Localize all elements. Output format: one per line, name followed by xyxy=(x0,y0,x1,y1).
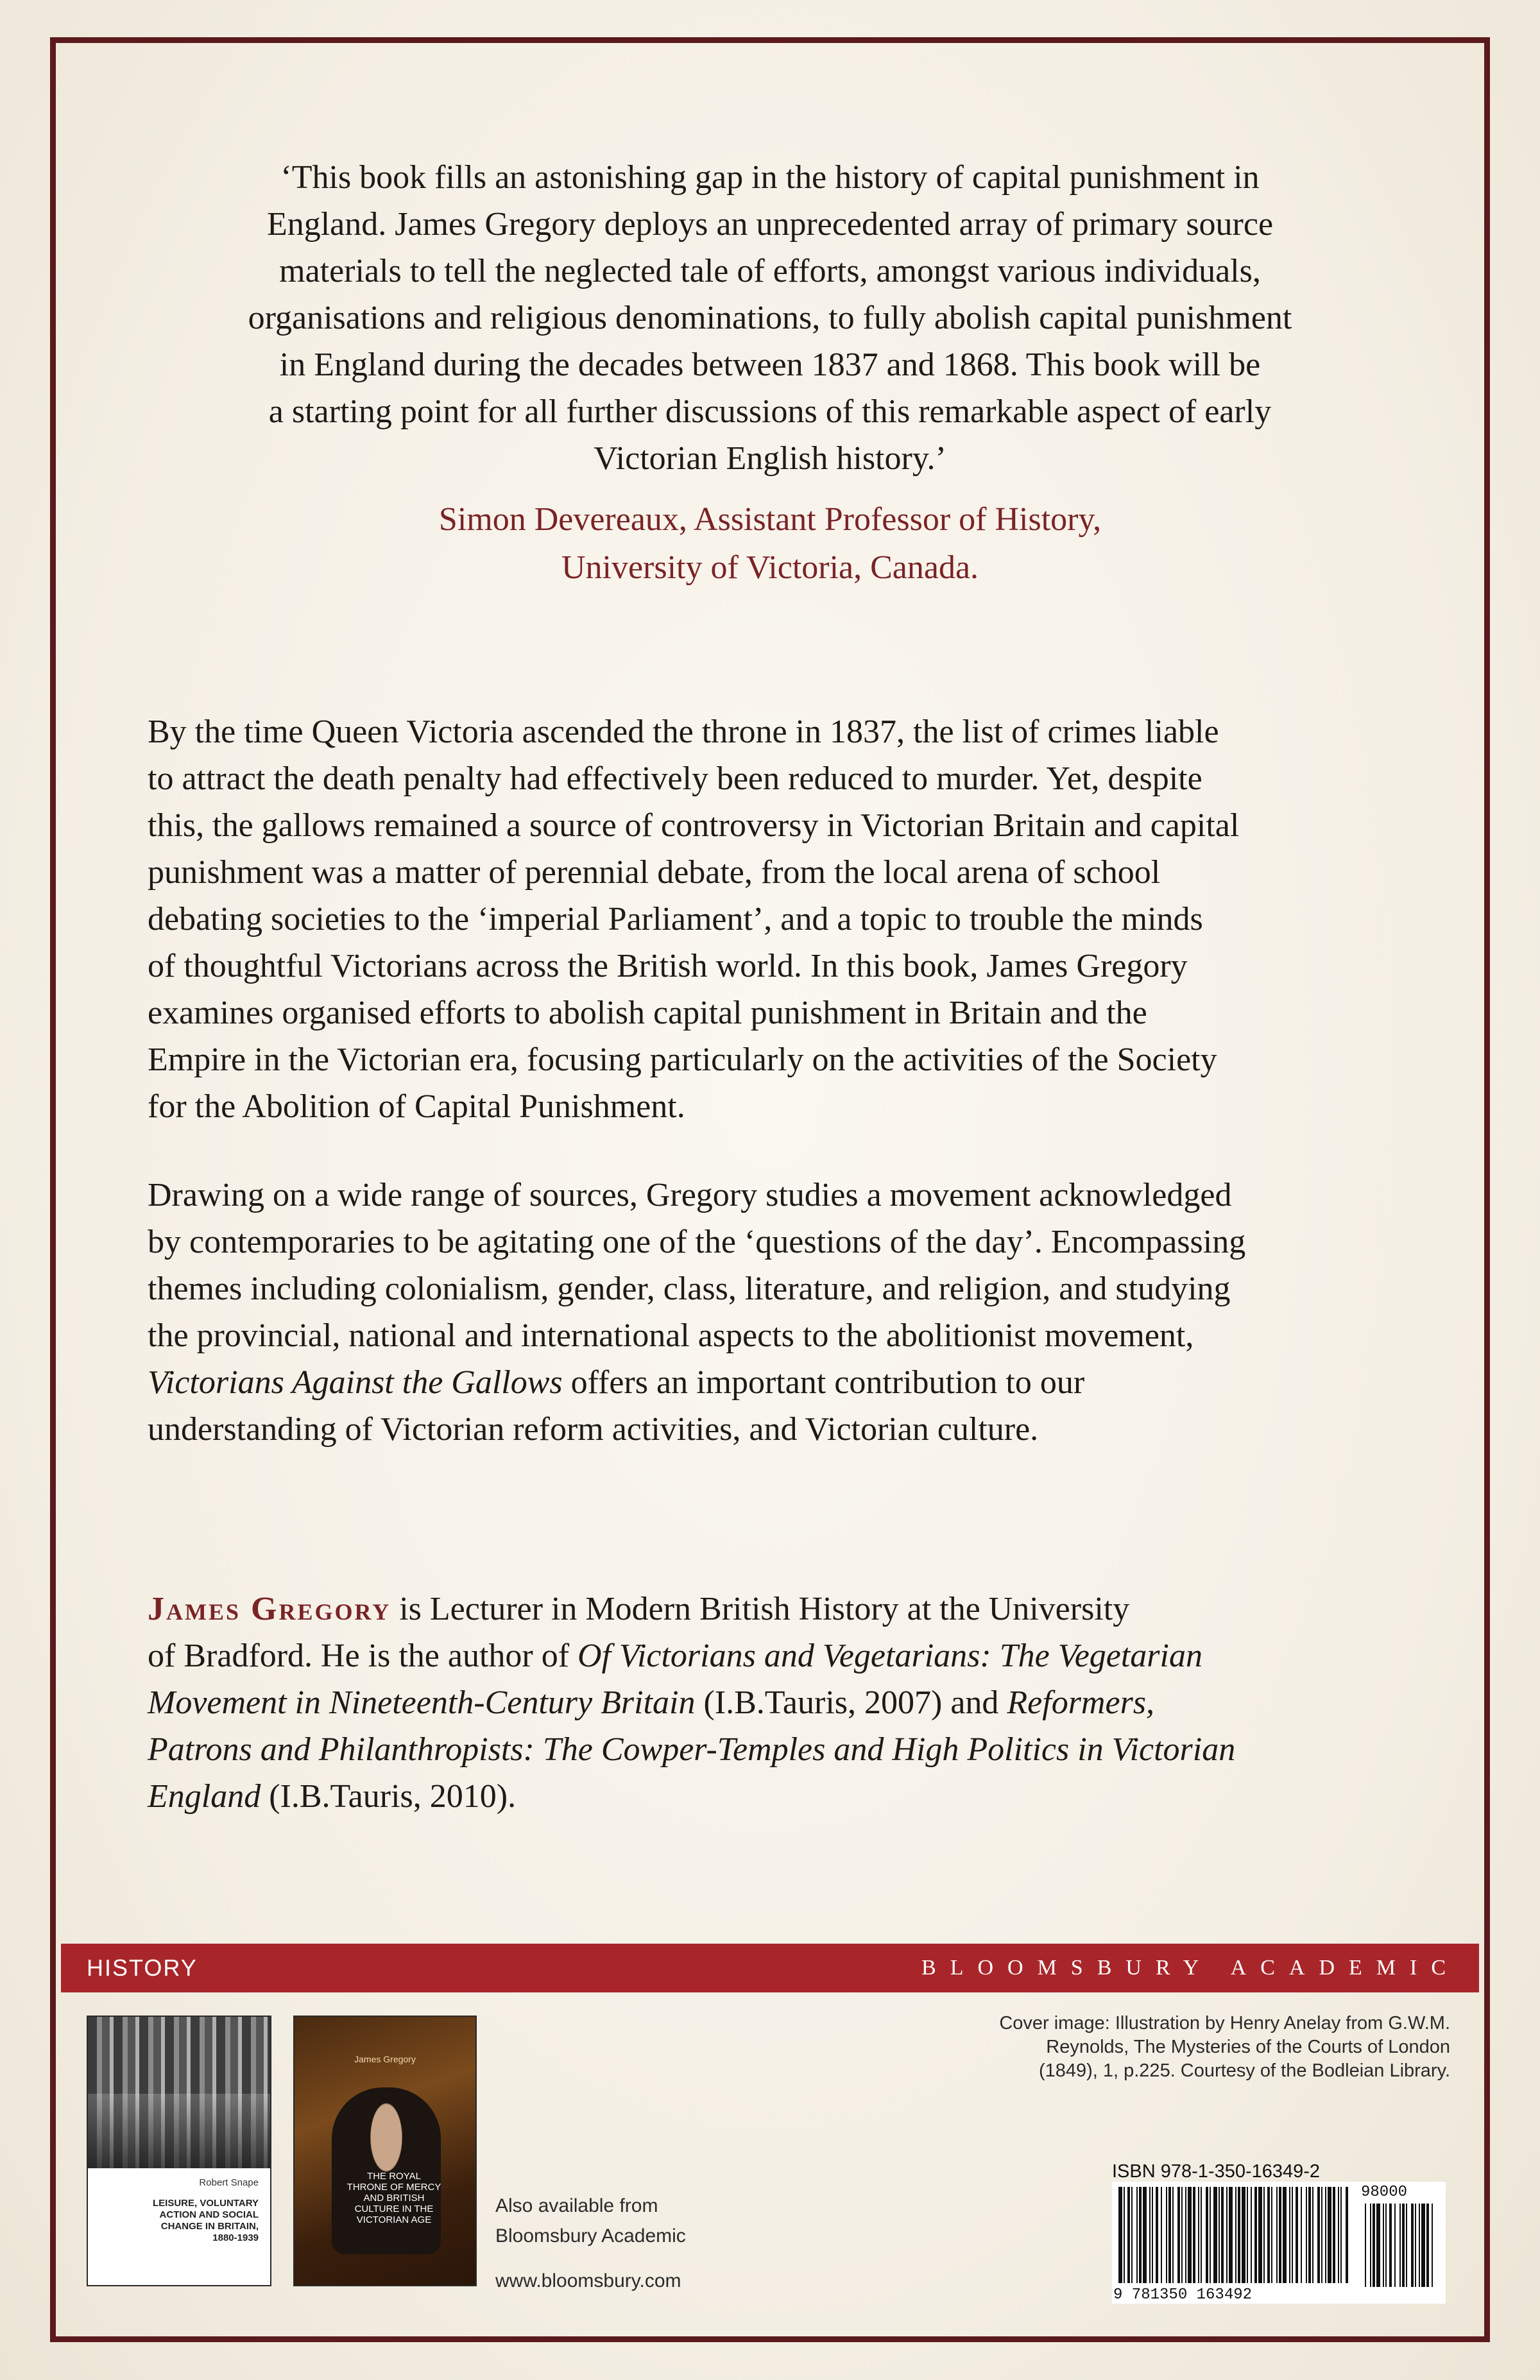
text-line: Reynolds, The Mysteries of the Courts of London xyxy=(1046,2037,1450,2057)
barcode-addon-bar xyxy=(1419,2204,1420,2287)
barcode-addon-bar xyxy=(1394,2204,1396,2287)
also-available-text xyxy=(495,2191,686,2251)
barcode-bar xyxy=(1242,2187,1245,2283)
barcode-bar xyxy=(1177,2187,1180,2283)
barcode-graphic xyxy=(1112,2182,1446,2304)
cover-photo xyxy=(88,2017,270,2168)
barcode-addon-digits: 98000 xyxy=(1361,2184,1408,2201)
barcode-bar xyxy=(1213,2187,1217,2283)
barcode-addon-bar xyxy=(1402,2204,1405,2287)
attribution-line: University of Victoria, Canada. xyxy=(561,549,979,586)
text-line: this, the gallows remained a source of controversy in Victorian Britain and capital xyxy=(148,807,1240,844)
barcode-bar xyxy=(1312,2187,1313,2283)
text-span: is Lecturer in Modern British History at the University xyxy=(391,1591,1130,1627)
barcode-bar xyxy=(1338,2187,1339,2283)
book-title-italic: Movement in Nineteenth-Century Britain xyxy=(148,1684,696,1721)
barcode-addon-bar xyxy=(1376,2204,1380,2287)
barcode-bar xyxy=(1210,2187,1211,2283)
barcode-bar xyxy=(1168,2187,1171,2283)
related-book-cover-2[interactable] xyxy=(293,2016,477,2286)
text-line: of thoughtful Victorians across the British world. In this book, James Gregory xyxy=(148,948,1188,984)
quote-line: Victorian English history.’ xyxy=(594,440,946,477)
text-line xyxy=(148,1773,1399,1820)
text-line xyxy=(148,1632,1399,1679)
book-title-italic: Reformers, xyxy=(1007,1684,1155,1721)
barcode-bar xyxy=(1283,2187,1287,2283)
book-title-italic: England xyxy=(148,1778,261,1815)
publisher-logo-text: BLOOMSBURY ACADEMIC xyxy=(921,1956,1460,1980)
barcode-bar xyxy=(1263,2187,1265,2283)
barcode-bar xyxy=(1206,2187,1208,2283)
related-book-title: LEISURE, VOLUNTARY ACTION AND SOCIAL CHANGE IN BRITAIN, 1880-1939 xyxy=(152,2198,259,2243)
barcode-addon-bar xyxy=(1383,2204,1384,2287)
author-name: James Gregory xyxy=(148,1591,391,1627)
barcode-bar xyxy=(1292,2187,1293,2283)
barcode-bar xyxy=(1276,2187,1278,2283)
text-line: By the time Queen Victoria ascended the throne in 1837, the list of crimes liable xyxy=(148,714,1219,750)
barcode-addon-bar xyxy=(1406,2204,1407,2287)
book-title-italic: Victorians Against the Gallows xyxy=(148,1364,563,1401)
category-label: HISTORY xyxy=(87,1955,198,1981)
barcode-bar xyxy=(1317,2187,1320,2283)
related-book-author: Robert Snape xyxy=(199,2177,259,2188)
attribution-line: Simon Devereaux, Assistant Professor of History, xyxy=(438,501,1102,538)
book-title-italic: Patrons and Philanthropists: The Cowper-Temples and High Politics in Victorian xyxy=(148,1731,1236,1768)
isbn-label: ISBN 978-1-350-16349-2 xyxy=(1112,2161,1321,2182)
quote-line: materials to tell the neglected tale of efforts, amongst various individuals, xyxy=(279,253,1261,289)
barcode-addon-bar xyxy=(1426,2204,1429,2287)
text-line xyxy=(148,1679,1399,1726)
related-book-cover-1[interactable] xyxy=(87,2016,271,2286)
barcode-addon-bar xyxy=(1421,2204,1425,2287)
barcode-bar xyxy=(1247,2187,1248,2283)
quote-line: in England during the decades between 1837 and 1868. This book will be xyxy=(279,347,1261,383)
barcode-bar xyxy=(1271,2187,1272,2283)
barcode-bar xyxy=(1296,2187,1298,2283)
barcode-bar xyxy=(1251,2187,1252,2283)
barcode-bar xyxy=(1127,2187,1130,2283)
barcode-bar xyxy=(1219,2187,1220,2283)
text-line: Also available from xyxy=(495,2195,658,2216)
text-line: (1849), 1, p.225. Courtesy of the Bodleian Library. xyxy=(1038,2060,1450,2081)
text-line: examines organised efforts to abolish capital punishment in Britain and the xyxy=(148,995,1147,1031)
barcode-bar xyxy=(1258,2187,1262,2283)
barcode-bar xyxy=(1254,2187,1257,2283)
barcode-bar xyxy=(1308,2187,1311,2283)
barcode-bar xyxy=(1333,2187,1335,2283)
text-line: Empire in the Victorian era, focusing particularly on the activities of the Society xyxy=(148,1041,1217,1078)
barcode-bar xyxy=(1328,2187,1331,2283)
barcode-bar xyxy=(1226,2187,1228,2283)
barcode-bar xyxy=(1235,2187,1236,2283)
barcode-bar xyxy=(1152,2187,1153,2283)
barcode-bar xyxy=(1346,2187,1348,2283)
text-line: understanding of Victorian reform activities, and Victorian culture. xyxy=(148,1411,1039,1448)
text-line: for the Abolition of Capital Punishment. xyxy=(148,1088,685,1125)
publisher-website-link[interactable]: www.bloomsbury.com xyxy=(495,2270,681,2291)
barcode-main-digits: 9 781350 163492 xyxy=(1113,2286,1253,2304)
barcode-bar xyxy=(1267,2187,1270,2283)
endorsement-quote xyxy=(160,154,1380,482)
barcode-bar xyxy=(1185,2187,1186,2283)
barcode-bar xyxy=(1229,2187,1233,2283)
text-line: by contemporaries to be agitating one of the ‘questions of the day’. Encompassing xyxy=(148,1224,1246,1260)
isbn-barcode xyxy=(1112,2182,1446,2304)
text-line: the provincial, national and international aspects to the abolitionist movement, xyxy=(148,1317,1194,1354)
text-line: Cover image: Illustration by Henry Anelay from G.W.M. xyxy=(999,2013,1450,2033)
text-line xyxy=(148,1359,1399,1406)
barcode-addon-bar xyxy=(1373,2204,1375,2287)
barcode-addon-bar xyxy=(1415,2204,1416,2287)
barcode-bar xyxy=(1188,2187,1192,2283)
barcode-bar xyxy=(1340,2187,1342,2283)
barcode-addon-bar xyxy=(1432,2204,1433,2287)
barcode-addon-bar xyxy=(1385,2204,1387,2287)
text-line: Drawing on a wide range of sources, Gregory studies a movement acknowledged xyxy=(148,1177,1232,1213)
barcode-bar xyxy=(1149,2187,1151,2283)
text-line: themes including colonialism, gender, class, literature, and religion, and studying xyxy=(148,1271,1231,1307)
barcode-bar xyxy=(1289,2187,1290,2283)
barcode-bar xyxy=(1306,2187,1307,2283)
text-span: of Bradford. He is the author of xyxy=(148,1638,578,1674)
barcode-addon-bar xyxy=(1389,2204,1392,2287)
cover-image-credit xyxy=(873,2012,1450,2083)
text-line: Bloomsbury Academic xyxy=(495,2225,686,2247)
barcode-bar xyxy=(1325,2187,1326,2283)
text-line xyxy=(148,1586,1399,1632)
barcode-bar xyxy=(1166,2187,1167,2283)
description-paragraph-1 xyxy=(148,708,1399,1130)
text-line: debating societies to the ‘imperial Parliament’, and a topic to trouble the minds xyxy=(148,901,1203,937)
related-book-title: THE ROYAL THRONE OF MERCY AND BRITISH CULTURE IN THE VICTORIAN AGE xyxy=(346,2171,441,2225)
barcode-bar xyxy=(1279,2187,1281,2283)
barcode-bar xyxy=(1198,2187,1199,2283)
quote-line: ‘This book fills an astonishing gap in the history of capital punishment in xyxy=(280,159,1260,196)
barcode-bar xyxy=(1321,2187,1322,2283)
barcode-bar xyxy=(1193,2187,1195,2283)
related-book-author: James Gregory xyxy=(354,2054,416,2064)
barcode-bar xyxy=(1131,2187,1133,2283)
barcode-bar xyxy=(1301,2187,1302,2283)
barcode-bar xyxy=(1181,2187,1183,2283)
quote-line: a starting point for all further discussions of this remarkable aspect of early xyxy=(268,393,1272,430)
book-title-italic: Of Victorians and Vegetarians: The Vegetarian xyxy=(578,1638,1202,1674)
barcode-bar xyxy=(1139,2187,1142,2283)
text-line: punishment was a matter of perennial debate, from the local arena of school xyxy=(148,854,1161,891)
quote-line: England. James Gregory deploys an unprecedented array of primary source xyxy=(266,206,1274,243)
category-band xyxy=(61,1944,1479,1992)
barcode-bar xyxy=(1124,2187,1125,2283)
text-span: (I.B.Tauris, 2010). xyxy=(261,1778,517,1815)
barcode-bar xyxy=(1201,2187,1202,2283)
quote-line: organisations and religious denominations, to fully abolish capital punishment xyxy=(248,300,1292,336)
barcode-addon-bar xyxy=(1370,2204,1371,2287)
text-span: (I.B.Tauris, 2007) and xyxy=(695,1684,1007,1721)
quote-attribution xyxy=(160,495,1380,592)
text-span: offers an important contribution to our xyxy=(562,1364,1085,1401)
text-line xyxy=(148,1726,1399,1773)
description-paragraph-2 xyxy=(148,1172,1399,1453)
barcode-bar xyxy=(1143,2187,1147,2283)
barcode-bar xyxy=(1136,2187,1138,2283)
barcode-bar xyxy=(1156,2187,1158,2283)
barcode-bar xyxy=(1238,2187,1240,2283)
barcode-bar xyxy=(1161,2187,1162,2283)
text-line: to attract the death penalty had effectively been reduced to murder. Yet, despite xyxy=(148,760,1202,797)
barcode-bar xyxy=(1118,2187,1122,2283)
author-bio xyxy=(148,1586,1399,1820)
barcode-bar xyxy=(1221,2187,1224,2283)
barcode-addon-bar xyxy=(1411,2204,1414,2287)
barcode-addon-bar xyxy=(1365,2204,1366,2287)
barcode-bar xyxy=(1172,2187,1174,2283)
barcode-addon-bar xyxy=(1399,2204,1401,2287)
